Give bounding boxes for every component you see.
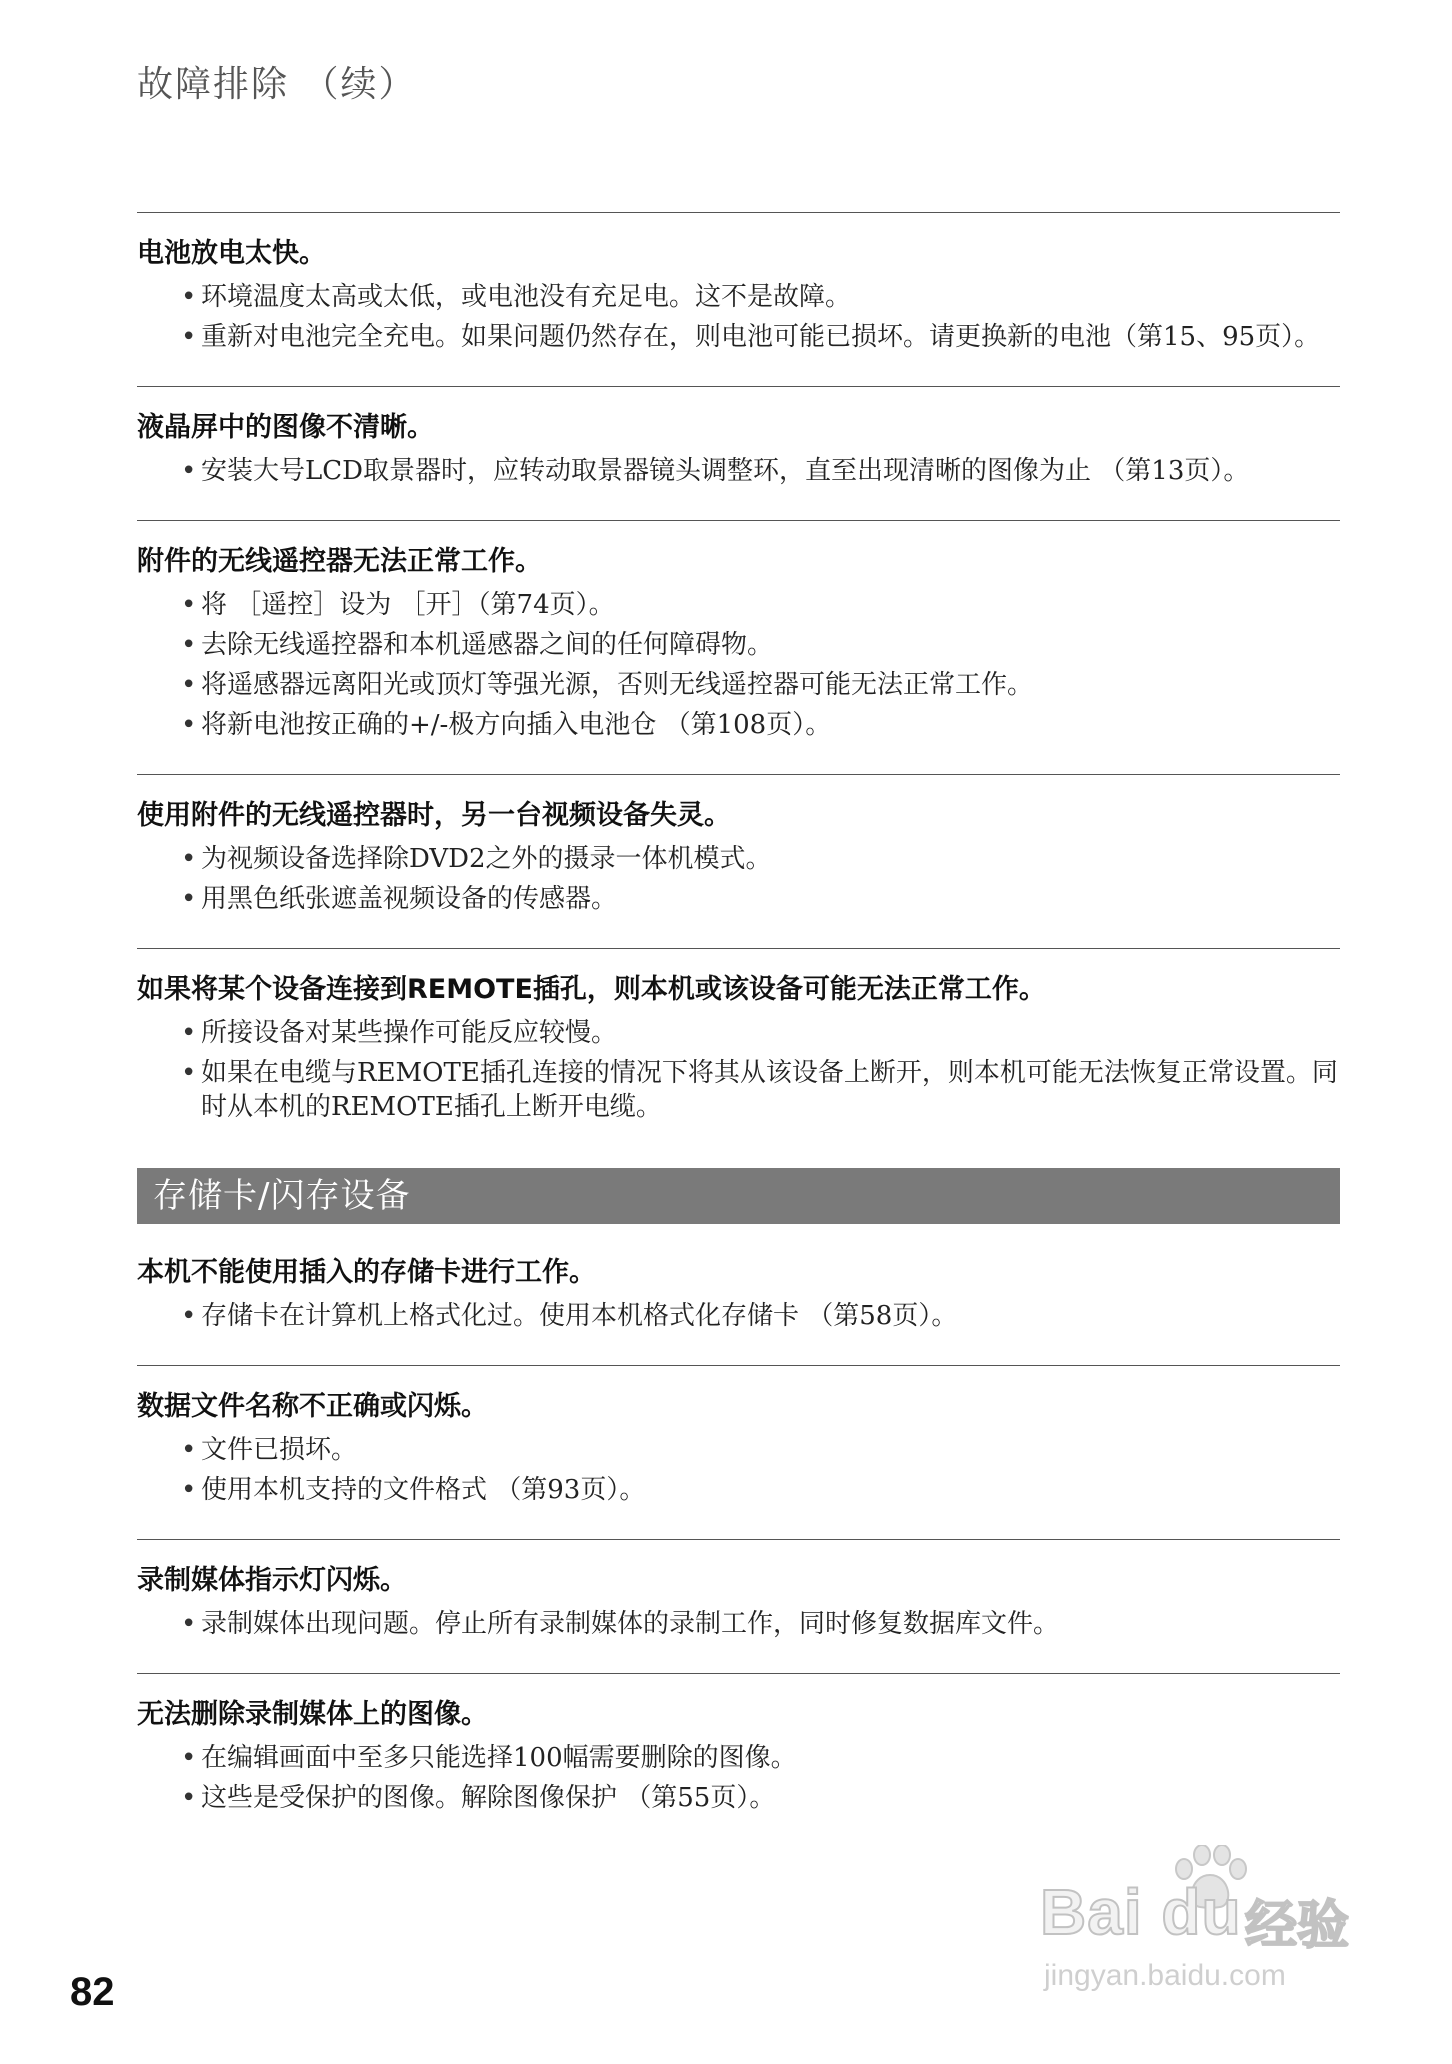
baidu-jingyan-watermark (1020, 1855, 1370, 2005)
bullet-icon: • (181, 670, 197, 700)
bullet-list (137, 1299, 1340, 1333)
list-item (181, 1473, 1340, 1507)
watermark-url: jingyan.baidu.com (1044, 1959, 1286, 1992)
page-number: 82 (70, 1970, 115, 2014)
watermark-brand-cn: 经验 (1245, 1896, 1350, 1956)
issue-block (137, 774, 1340, 948)
bullet-list (137, 1741, 1340, 1815)
list-item (181, 588, 1340, 622)
bullet-icon: • (181, 630, 197, 660)
issue-title: 数据文件名称不正确或闪烁。 (137, 1391, 488, 1422)
bullet-list (137, 1607, 1340, 1641)
list-item (181, 454, 1340, 488)
issue-title: 本机不能使用插入的存储卡进行工作。 (137, 1257, 596, 1288)
issue-title: 录制媒体指示灯闪烁。 (137, 1565, 407, 1596)
troubleshooting-list-part1 (137, 212, 1340, 1156)
list-item-text: 所接设备对某些操作可能反应较慢。 (201, 1018, 618, 1048)
bullet-icon: • (181, 1743, 197, 1773)
list-item-text: 安装大号LCD取景器时，应转动取景器镜头调整环，直至出现清晰的图像为止 （第13页）。 (201, 456, 1250, 486)
issue-title: 如果将某个设备连接到REMOTE插孔，则本机或该设备可能无法正常工作。 (137, 974, 1046, 1005)
page-title: 故障排除 （续） (137, 64, 417, 105)
watermark-brand: Bai du (1040, 1876, 1242, 1948)
list-item (181, 842, 1340, 876)
bullet-list (137, 842, 1340, 916)
list-item-text: 用黑色纸张遮盖视频设备的传感器。 (201, 884, 618, 914)
issue-title: 使用附件的无线遥控器时，另一台视频设备失灵。 (137, 800, 731, 831)
list-item (181, 882, 1340, 916)
issue-title: 无法删除录制媒体上的图像。 (137, 1699, 488, 1730)
list-item-text: 在编辑画面中至多只能选择100幅需要删除的图像。 (201, 1743, 797, 1773)
list-item-text: 将遥感器远离阳光或顶灯等强光源，否则无线遥控器可能无法正常工作。 (201, 670, 1034, 700)
bullet-list (137, 1433, 1340, 1507)
bullet-list (137, 1016, 1340, 1124)
troubleshooting-list-part2 (137, 1244, 1340, 1847)
bullet-icon: • (181, 1018, 197, 1048)
issue-title: 电池放电太快。 (137, 238, 326, 269)
bullet-icon: • (181, 1301, 197, 1331)
list-item (181, 708, 1340, 742)
bullet-icon: • (181, 844, 197, 874)
bullet-icon: • (181, 456, 197, 486)
list-item (181, 1781, 1340, 1815)
list-item (181, 1299, 1340, 1333)
list-item (181, 1741, 1340, 1775)
bullet-icon: • (181, 322, 197, 352)
issue-block (137, 1673, 1340, 1847)
bullet-icon: • (181, 884, 197, 914)
issue-block (137, 1365, 1340, 1539)
troubleshooting-content (137, 212, 1340, 1847)
bullet-list (137, 454, 1340, 488)
section-heading-memory-card: 存储卡/闪存设备 (137, 1168, 1340, 1224)
issue-block (137, 1244, 1340, 1365)
bullet-list (137, 280, 1340, 354)
bullet-list (137, 588, 1340, 742)
list-item (181, 1016, 1340, 1050)
list-item-text: 如果在电缆与REMOTE插孔连接的情况下将其从该设备上断开，则本机可能无法恢复正常设置。同时从本机的REMOTE插孔上断开电缆。 (201, 1058, 1338, 1122)
issue-block (137, 1539, 1340, 1673)
bullet-icon: • (181, 1058, 197, 1088)
bullet-icon: • (181, 590, 197, 620)
bullet-icon: • (181, 1783, 197, 1813)
list-item-text: 为视频设备选择除DVD2之外的摄录一体机模式。 (201, 844, 772, 874)
issue-block (137, 520, 1340, 774)
list-item-text: 录制媒体出现问题。停止所有录制媒体的录制工作，同时修复数据库文件。 (201, 1609, 1060, 1639)
bullet-icon: • (181, 710, 197, 740)
list-item-text: 存储卡在计算机上格式化过。使用本机格式化存储卡 （第58页）。 (201, 1301, 958, 1331)
list-item-text: 文件已损坏。 (201, 1435, 358, 1465)
bullet-icon: • (181, 282, 197, 312)
bullet-icon: • (181, 1475, 197, 1505)
list-item-text: 将新电池按正确的+/-极方向插入电池仓 （第108页）。 (201, 710, 832, 740)
issue-title: 附件的无线遥控器无法正常工作。 (137, 546, 542, 577)
list-item (181, 1433, 1340, 1467)
list-item-text: 去除无线遥控器和本机遥感器之间的任何障碍物。 (201, 630, 774, 660)
bullet-icon: • (181, 1435, 197, 1465)
issue-block (137, 386, 1340, 520)
list-item-text: 使用本机支持的文件格式 （第93页）。 (201, 1475, 646, 1505)
list-item (181, 320, 1340, 354)
list-item-text: 这些是受保护的图像。解除图像保护 （第55页）。 (201, 1783, 776, 1813)
list-item (181, 1056, 1340, 1124)
list-item (181, 628, 1340, 662)
list-item (181, 280, 1340, 314)
issue-title: 液晶屏中的图像不清晰。 (137, 412, 434, 443)
bullet-icon: • (181, 1609, 197, 1639)
list-item (181, 1607, 1340, 1641)
issue-block (137, 212, 1340, 386)
issue-block (137, 948, 1340, 1156)
list-item-text: 重新对电池完全充电。如果问题仍然存在，则电池可能已损坏。请更换新的电池（第15、95页）。 (201, 322, 1321, 352)
list-item-text: 将 ［遥控］设为 ［开］（第74页）。 (201, 590, 615, 620)
list-item-text: 环境温度太高或太低，或电池没有充足电。这不是故障。 (201, 282, 852, 312)
list-item (181, 668, 1340, 702)
